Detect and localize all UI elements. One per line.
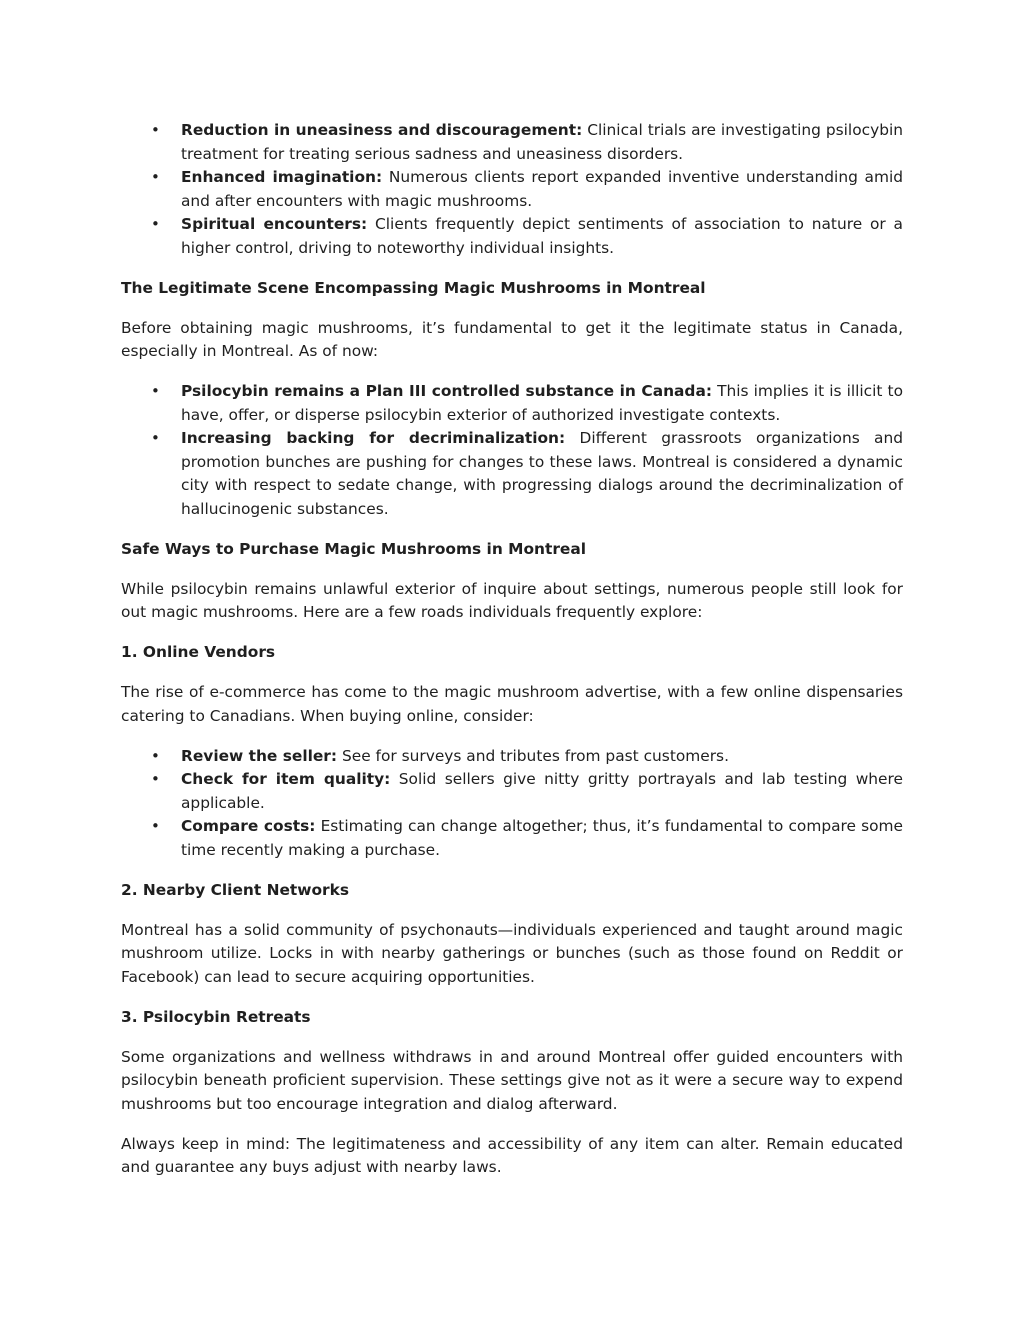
list-item-term: Compare costs: xyxy=(181,817,316,835)
paragraph-final: Always keep in mind: The legitimateness and accessibility of any item can alter. Remain educated and guarantee any buys adjust with nearby laws. xyxy=(121,1134,903,1176)
list-item-text: Clients frequently depict sentiments of association to nature or a higher control, driving to noteworthy individual insights. xyxy=(181,215,903,257)
document-page xyxy=(121,119,903,1180)
bullet-icon: • xyxy=(151,429,160,447)
subheading-retreats: 3. Psilocybin Retreats xyxy=(121,1007,311,1026)
bullet-icon: • xyxy=(151,746,160,765)
bullet-icon: • xyxy=(151,770,160,788)
list-item-text: This implies it is illicit to have, offer, or disperse psilocybin exterior of authorized investigate contexts. xyxy=(181,382,903,424)
paragraph-networks: Montreal has a solid community of psychonauts—individuals experienced and taught around magic mushroom utilize. Locks in with nearby gatherings or bunches (such as those found on Reddit or Facebook) can lead to secure acquiring opportunities. xyxy=(121,920,903,986)
subheading-networks: 2. Nearby Client Networks xyxy=(121,880,350,899)
list-item xyxy=(121,119,903,166)
bullet-icon: • xyxy=(151,215,160,233)
list-item-term: Enhanced imagination: xyxy=(181,168,383,186)
online-list xyxy=(121,745,903,863)
list-item xyxy=(121,213,903,260)
bullet-icon: • xyxy=(151,817,160,835)
benefits-list xyxy=(121,119,903,260)
bullet-icon: • xyxy=(151,121,160,139)
subheading-online: 1. Online Vendors xyxy=(121,643,276,661)
list-item-text: Numerous clients report expanded inventive understanding amid and after encounters with magic mushrooms. xyxy=(181,168,903,210)
paragraph-safe: While psilocybin remains unlawful exterior of inquire about settings, numerous people still look for out magic mushrooms. Here are a few roads individuals frequently explore: xyxy=(121,579,903,621)
list-item xyxy=(121,166,903,213)
bullet-icon: • xyxy=(151,168,160,186)
legal-list xyxy=(121,380,903,521)
list-item xyxy=(121,768,903,815)
list-item-term: Spiritual encounters: xyxy=(181,215,368,233)
paragraph-online: The rise of e-commerce has come to the magic mushroom advertise, with a few online dispensaries catering to Canadians. When buying online, consider: xyxy=(121,683,903,725)
list-item xyxy=(121,427,903,521)
list-item xyxy=(121,745,903,769)
list-item-term: Psilocybin remains a Plan III controlled substance in Canada: xyxy=(181,382,712,400)
section-heading-safe: Safe Ways to Purchase Magic Mushrooms in Montreal xyxy=(121,539,587,558)
list-item-text: See for surveys and tributes from past customers. xyxy=(337,746,729,765)
list-item xyxy=(121,815,903,862)
paragraph-legal: Before obtaining magic mushrooms, it’s fundamental to get it the legitimate status in Canada, especially in Montreal. As of now: xyxy=(121,318,903,360)
list-item xyxy=(121,380,903,427)
list-item-term: Reduction in uneasiness and discouragement: xyxy=(181,121,583,139)
section-heading-legal: The Legitimate Scene Encompassing Magic Mushrooms in Montreal xyxy=(121,278,706,297)
list-item-text: Different grassroots organizations and promotion bunches are pushing for changes to these laws. Montreal is considered a dynamic city with respect to sedate change, with progressing dialogs around the decriminalization of hallucinogenic substances. xyxy=(181,429,904,518)
list-item-text: Solid sellers give nitty gritty portrayals and lab testing where applicable. xyxy=(181,770,903,812)
list-item-term: Review the seller: xyxy=(181,746,338,765)
list-item-text: Clinical trials are investigating psilocybin treatment for treating serious sadness and uneasiness disorders. xyxy=(181,121,903,163)
paragraph-retreats: Some organizations and wellness withdraws in and around Montreal offer guided encounters with psilocybin beneath proficient supervision. These settings give not as it were a secure way to expend mushrooms but too encourage integration and dialog afterward. xyxy=(121,1047,903,1113)
list-item-term: Increasing backing for decriminalization: xyxy=(181,429,566,447)
list-item-text: Estimating can change altogether; thus, it’s fundamental to compare some time recently making a purchase. xyxy=(181,817,903,859)
list-item-term: Check for item quality: xyxy=(181,770,391,788)
bullet-icon: • xyxy=(151,382,160,400)
